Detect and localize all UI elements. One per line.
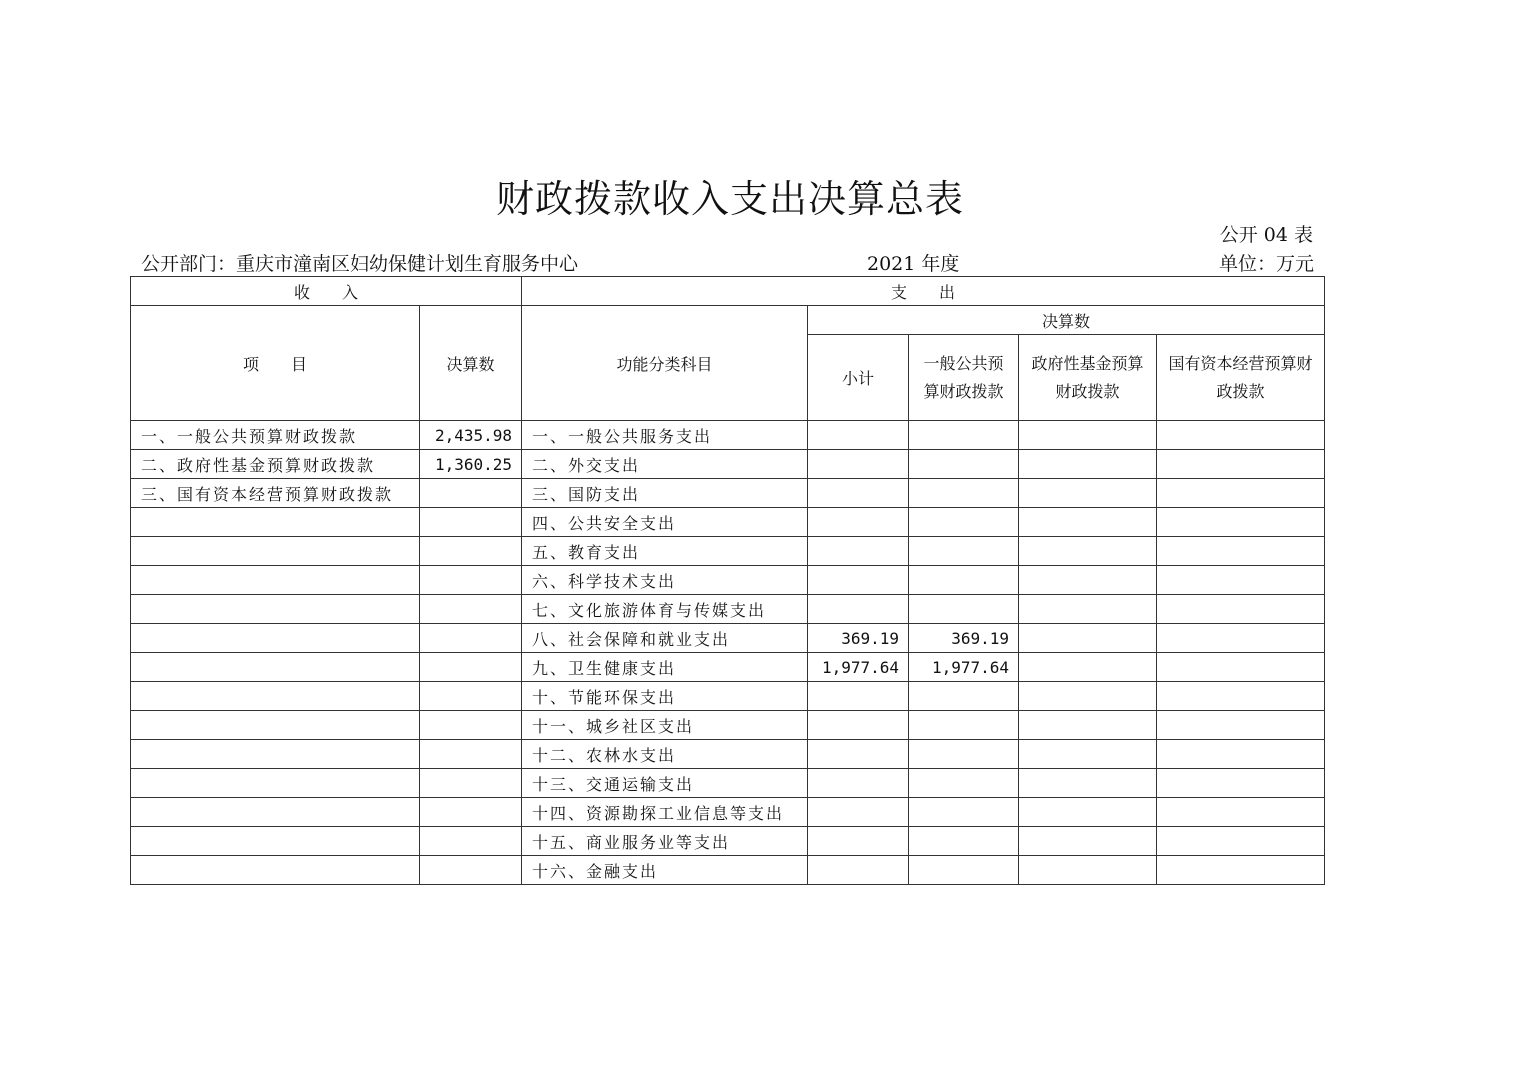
category-cell: 三、国防支出 — [522, 479, 808, 508]
category-cell: 五、教育支出 — [522, 537, 808, 566]
table-code: 公开 04 表 — [1219, 224, 1313, 246]
general-budget-cell — [909, 450, 1019, 479]
general-budget-cell — [909, 508, 1019, 537]
general-budget-cell — [909, 798, 1019, 827]
final-amount-group-header: 决算数 — [808, 306, 1325, 335]
table-row — [131, 537, 1325, 566]
income-item-cell — [131, 653, 420, 682]
table-row — [131, 566, 1325, 595]
subtotal-cell — [808, 421, 909, 450]
income-section-header: 收 入 — [131, 277, 522, 306]
subtotal-cell — [808, 566, 909, 595]
function-category-header: 功能分类科目 — [522, 306, 808, 421]
general-budget-cell — [909, 740, 1019, 769]
amount-column-header: 决算数 — [420, 306, 522, 421]
income-item-cell: 三、国有资本经营预算财政拨款 — [131, 479, 420, 508]
table-row — [131, 595, 1325, 624]
income-item-cell — [131, 856, 420, 885]
subtotal-cell — [808, 740, 909, 769]
subtotal-cell: 369.19 — [808, 624, 909, 653]
income-item-cell — [131, 798, 420, 827]
category-cell: 十四、资源勘探工业信息等支出 — [522, 798, 808, 827]
category-cell: 二、外交支出 — [522, 450, 808, 479]
income-item-cell — [131, 682, 420, 711]
category-cell: 十、节能环保支出 — [522, 682, 808, 711]
state-capital-cell — [1157, 566, 1325, 595]
general-budget-header: 一般公共预算财政拨款 — [909, 335, 1019, 421]
category-cell: 四、公共安全支出 — [522, 508, 808, 537]
table-row — [131, 769, 1325, 798]
item-column-header: 项 目 — [131, 306, 420, 421]
table-body — [131, 421, 1325, 885]
category-cell: 九、卫生健康支出 — [522, 653, 808, 682]
income-amount-cell — [420, 595, 522, 624]
gov-fund-cell — [1019, 508, 1157, 537]
income-item-cell — [131, 508, 420, 537]
income-amount-cell — [420, 856, 522, 885]
general-budget-cell — [909, 827, 1019, 856]
table-row — [131, 856, 1325, 885]
state-capital-cell — [1157, 624, 1325, 653]
income-amount-cell — [420, 711, 522, 740]
general-budget-cell — [909, 537, 1019, 566]
income-amount-cell — [420, 682, 522, 711]
income-amount-cell — [420, 624, 522, 653]
general-budget-cell — [909, 682, 1019, 711]
gov-fund-cell — [1019, 740, 1157, 769]
subtotal-cell — [808, 508, 909, 537]
gov-fund-cell — [1019, 421, 1157, 450]
income-item-cell — [131, 624, 420, 653]
gov-fund-cell — [1019, 769, 1157, 798]
gov-fund-cell — [1019, 479, 1157, 508]
table-row — [131, 798, 1325, 827]
subtotal-cell — [808, 856, 909, 885]
table-row — [131, 624, 1325, 653]
expense-section-header: 支 出 — [522, 277, 1325, 306]
subtotal-cell — [808, 798, 909, 827]
category-cell: 一、一般公共服务支出 — [522, 421, 808, 450]
table-row — [131, 508, 1325, 537]
table-row — [131, 479, 1325, 508]
gov-fund-cell — [1019, 624, 1157, 653]
category-cell: 八、社会保障和就业支出 — [522, 624, 808, 653]
state-capital-header: 国有资本经营预算财政拨款 — [1157, 335, 1325, 421]
income-amount-cell: 1,360.25 — [420, 450, 522, 479]
unit-label: 单位：万元 — [1218, 253, 1314, 275]
income-item-cell — [131, 740, 420, 769]
income-amount-cell: 2,435.98 — [420, 421, 522, 450]
meta-row — [141, 249, 1314, 275]
gov-fund-cell — [1019, 798, 1157, 827]
table-row — [131, 740, 1325, 769]
general-budget-cell — [909, 711, 1019, 740]
category-cell: 十一、城乡社区支出 — [522, 711, 808, 740]
table-row — [131, 827, 1325, 856]
income-amount-cell — [420, 769, 522, 798]
gov-fund-cell — [1019, 653, 1157, 682]
state-capital-cell — [1157, 740, 1325, 769]
income-amount-cell — [420, 508, 522, 537]
subtotal-cell: 1,977.64 — [808, 653, 909, 682]
budget-summary-table — [130, 276, 1325, 885]
general-budget-cell — [909, 595, 1019, 624]
income-amount-cell — [420, 798, 522, 827]
gov-fund-cell — [1019, 450, 1157, 479]
gov-fund-cell — [1019, 595, 1157, 624]
category-cell: 十六、金融支出 — [522, 856, 808, 885]
general-budget-cell — [909, 421, 1019, 450]
income-amount-cell — [420, 827, 522, 856]
table-row — [131, 653, 1325, 682]
state-capital-cell — [1157, 508, 1325, 537]
general-budget-cell — [909, 769, 1019, 798]
gov-fund-cell — [1019, 682, 1157, 711]
category-cell: 六、科学技术支出 — [522, 566, 808, 595]
general-budget-cell: 369.19 — [909, 624, 1019, 653]
subtotal-cell — [808, 827, 909, 856]
income-item-cell — [131, 769, 420, 798]
general-budget-cell: 1,977.64 — [909, 653, 1019, 682]
state-capital-cell — [1157, 827, 1325, 856]
table-row — [131, 682, 1325, 711]
fiscal-year: 2021 年度 — [867, 253, 960, 275]
category-cell: 十五、商业服务业等支出 — [522, 827, 808, 856]
gov-fund-header: 政府性基金预算财政拨款 — [1019, 335, 1157, 421]
gov-fund-cell — [1019, 566, 1157, 595]
income-item-cell — [131, 711, 420, 740]
table-row — [131, 421, 1325, 450]
state-capital-cell — [1157, 479, 1325, 508]
subtotal-cell — [808, 595, 909, 624]
income-amount-cell — [420, 479, 522, 508]
income-item-cell — [131, 827, 420, 856]
subtotal-cell — [808, 450, 909, 479]
state-capital-cell — [1157, 682, 1325, 711]
table-header — [131, 277, 1325, 421]
subtotal-cell — [808, 769, 909, 798]
gov-fund-cell — [1019, 711, 1157, 740]
state-capital-cell — [1157, 653, 1325, 682]
state-capital-cell — [1157, 595, 1325, 624]
gov-fund-cell — [1019, 856, 1157, 885]
state-capital-cell — [1157, 711, 1325, 740]
table-row — [131, 711, 1325, 740]
income-item-cell: 一、一般公共预算财政拨款 — [131, 421, 420, 450]
income-item-cell: 二、政府性基金预算财政拨款 — [131, 450, 420, 479]
category-cell: 十三、交通运输支出 — [522, 769, 808, 798]
state-capital-cell — [1157, 798, 1325, 827]
department-label: 公开部门：重庆市潼南区妇幼保健计划生育服务中心 — [141, 253, 579, 275]
state-capital-cell — [1157, 769, 1325, 798]
income-amount-cell — [420, 537, 522, 566]
income-amount-cell — [420, 653, 522, 682]
subtotal-cell — [808, 537, 909, 566]
income-item-cell — [131, 595, 420, 624]
page-title: 财政拨款收入支出决算总表 — [495, 177, 964, 221]
general-budget-cell — [909, 479, 1019, 508]
state-capital-cell — [1157, 421, 1325, 450]
state-capital-cell — [1157, 856, 1325, 885]
state-capital-cell — [1157, 450, 1325, 479]
general-budget-cell — [909, 566, 1019, 595]
income-item-cell — [131, 537, 420, 566]
general-budget-cell — [909, 856, 1019, 885]
gov-fund-cell — [1019, 537, 1157, 566]
category-cell: 十二、农林水支出 — [522, 740, 808, 769]
income-item-cell — [131, 566, 420, 595]
gov-fund-cell — [1019, 827, 1157, 856]
subtotal-cell — [808, 479, 909, 508]
income-amount-cell — [420, 740, 522, 769]
state-capital-cell — [1157, 537, 1325, 566]
table-row — [131, 450, 1325, 479]
subtotal-header: 小计 — [808, 335, 909, 421]
income-amount-cell — [420, 566, 522, 595]
subtotal-cell — [808, 711, 909, 740]
category-cell: 七、文化旅游体育与传媒支出 — [522, 595, 808, 624]
subtotal-cell — [808, 682, 909, 711]
